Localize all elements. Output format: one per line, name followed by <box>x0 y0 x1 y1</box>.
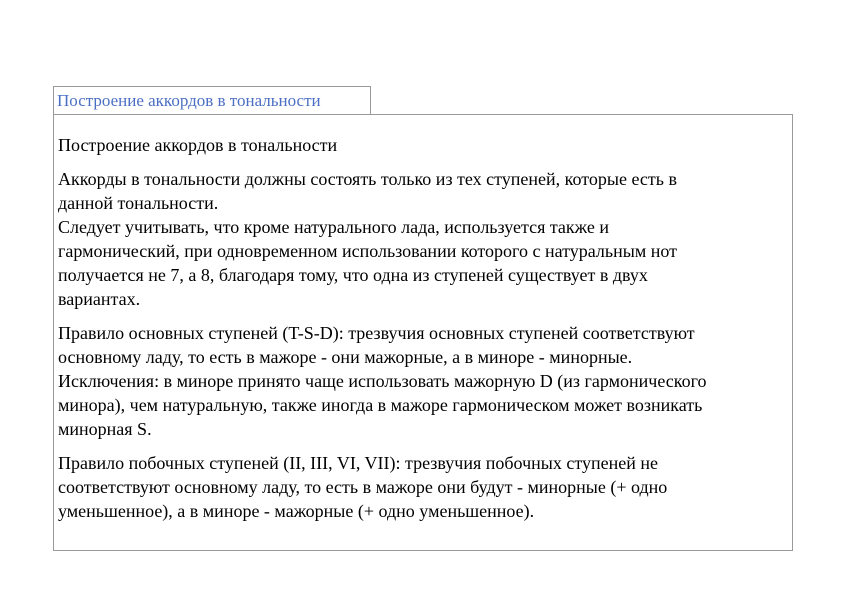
text-line: основному ладу, то есть в мажоре - они мажорные, а в миноре - минорные. <box>58 347 633 367</box>
tab-label[interactable]: Построение аккордов в тональности <box>57 91 321 110</box>
text-line: Аккорды в тональности должны состоять только из тех ступеней, которые есть в <box>58 169 677 189</box>
text-line: гармонический, при одновременном использовании которого с натуральным нот <box>58 241 677 261</box>
text-line: Правило побочных ступеней (II, III, VI, VII): трезвучия побочных ступеней не <box>58 453 658 473</box>
tab-chord-building[interactable] <box>53 86 371 114</box>
content-title: Построение аккордов в тональности <box>58 135 338 155</box>
text-line: Правило основных ступеней (T-S-D): трезвучия основных ступеней соответствуют <box>58 323 695 343</box>
paragraph-secondary-degrees-rule <box>58 451 778 523</box>
text-line: минора), чем натуральную, также иногда в мажоре гармоническом может возникать <box>58 395 703 415</box>
paragraph-intro <box>58 167 778 311</box>
text-line: соответствуют основному ладу, то есть в мажоре они будут - минорные (+ одно <box>58 477 668 497</box>
text-line: минорная S. <box>58 419 152 439</box>
text-line: вариантах. <box>58 289 141 309</box>
text-line: получается не 7, а 8, благодаря тому, что одна из ступеней существует в двух <box>58 265 648 285</box>
text-line: данной тональности. <box>58 193 219 213</box>
text-line: Следует учитывать, что кроме натурального лада, используется также и <box>58 217 609 237</box>
content-panel <box>53 114 793 551</box>
text-line: уменьшенное), а в миноре - мажорные (+ одно уменьшенное). <box>58 501 535 521</box>
text-line: Исключения: в миноре принято чаще использовать мажорную D (из гармонического <box>58 371 707 391</box>
paragraph-main-degrees-rule <box>58 321 778 441</box>
